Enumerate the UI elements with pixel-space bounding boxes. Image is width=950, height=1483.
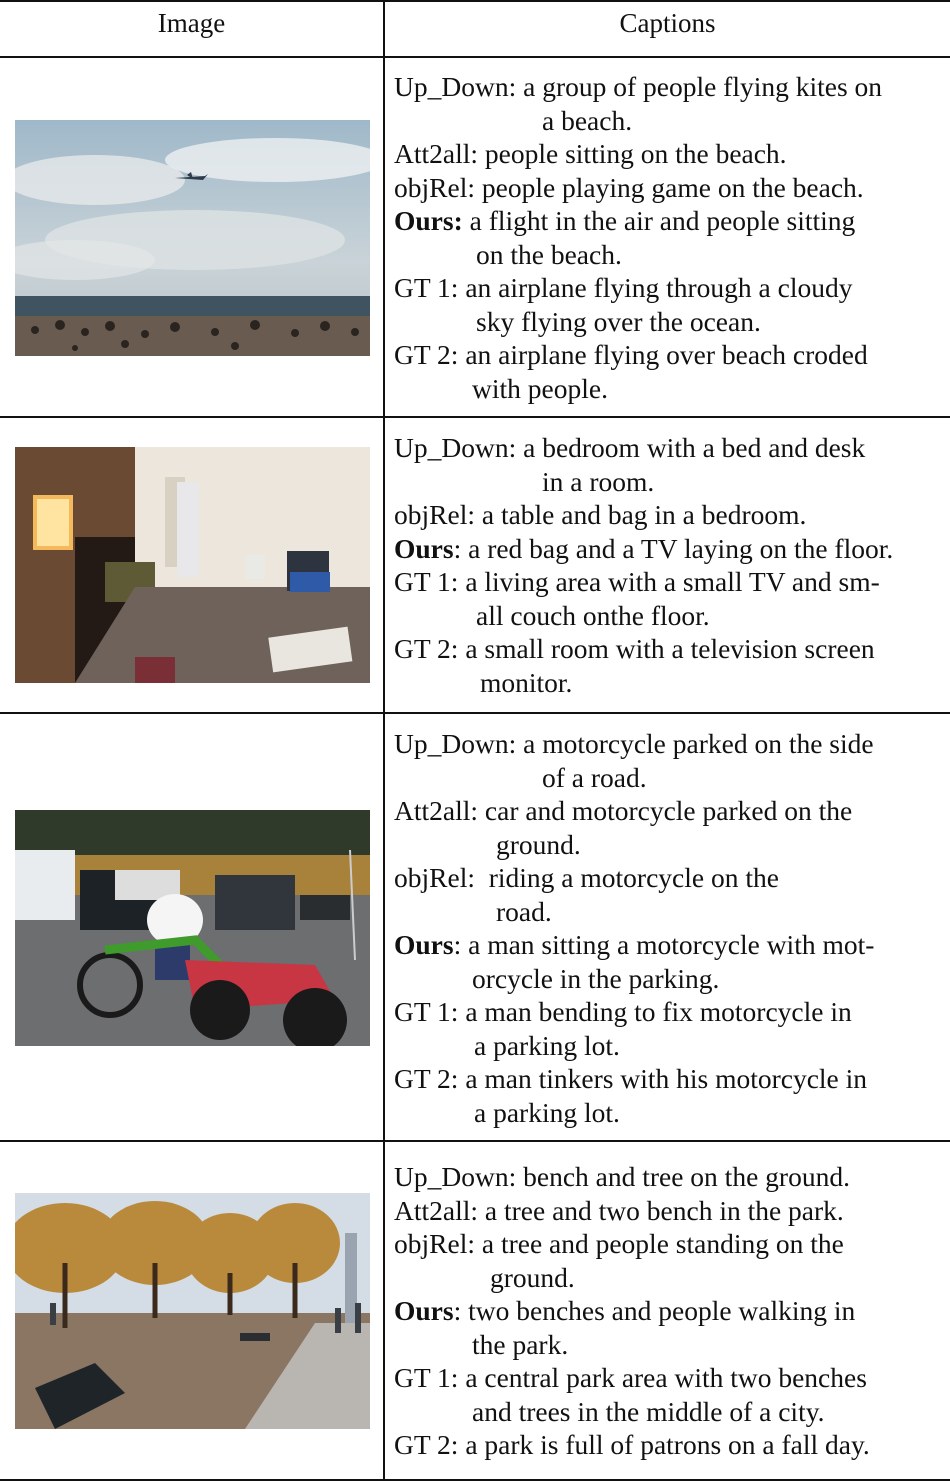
caption-entry bbox=[394, 171, 946, 205]
caption-model-label: Up_Down bbox=[394, 1161, 509, 1192]
caption-model-label: Ours bbox=[394, 532, 454, 564]
caption-entry bbox=[394, 137, 946, 171]
caption-separator: : bbox=[470, 795, 479, 826]
caption-entry bbox=[394, 995, 946, 1062]
caption-text: a central park area with two benches bbox=[458, 1362, 867, 1393]
caption-text: a bedroom with a bed and desk bbox=[516, 432, 866, 463]
caption-text-continuation: a parking lot. bbox=[474, 1029, 620, 1061]
caption-text: a red bag and a TV laying on the floor. bbox=[461, 532, 894, 564]
caption-entry bbox=[394, 1294, 946, 1361]
caption-model-label: Up_Down bbox=[394, 71, 509, 102]
caption-model-label: GT 2 bbox=[394, 339, 451, 370]
caption-separator: : bbox=[467, 862, 475, 893]
caption-model-label: objRel bbox=[394, 171, 468, 203]
caption-entry bbox=[394, 271, 946, 338]
caption-text-continuation: in a room. bbox=[542, 465, 655, 497]
caption-entry bbox=[394, 794, 946, 861]
caption-model-label: GT 1 bbox=[394, 996, 451, 1027]
caption-model-label: Up_Down bbox=[394, 432, 509, 463]
caption-text: a man tinkers with his motorcycle in bbox=[458, 1063, 868, 1094]
caption-text-continuation: ground. bbox=[496, 828, 581, 860]
caption-entry bbox=[394, 1194, 946, 1228]
caption-entry bbox=[394, 338, 946, 405]
caption-text-continuation: with people. bbox=[472, 372, 608, 404]
caption-model-label: Att2all bbox=[394, 795, 471, 826]
caption-model-label: Ours: bbox=[394, 205, 463, 236]
caption-model-label: objRel bbox=[394, 1228, 468, 1259]
caption-separator: : bbox=[450, 272, 459, 303]
caption-separator: : bbox=[450, 1362, 459, 1393]
caption-model-label: GT 2 bbox=[394, 633, 451, 664]
caption-model-label: Up_Down bbox=[394, 728, 509, 759]
caption-entry bbox=[394, 727, 946, 794]
caption-entry bbox=[394, 1428, 946, 1462]
caption-text-continuation: on the beach. bbox=[476, 238, 622, 270]
caption-separator: : bbox=[450, 633, 459, 664]
photo-bedroom bbox=[15, 447, 370, 683]
caption-separator: : bbox=[508, 1161, 517, 1192]
caption-separator: : bbox=[467, 499, 475, 530]
photo-beach-airplane bbox=[15, 120, 370, 356]
caption-text: car and motorcycle parked on the bbox=[478, 795, 853, 826]
caption-text: people sitting on the beach. bbox=[478, 138, 787, 169]
caption-entry bbox=[394, 861, 946, 928]
caption-text-continuation: a parking lot. bbox=[474, 1096, 620, 1128]
caption-text-continuation: road. bbox=[496, 895, 552, 927]
caption-model-label: Ours bbox=[394, 1295, 454, 1326]
caption-entry bbox=[394, 1361, 946, 1428]
photo-motorcycles-parking bbox=[15, 810, 370, 1046]
caption-text-continuation: of a road. bbox=[542, 761, 647, 793]
caption-entry bbox=[394, 1227, 946, 1294]
caption-text: people playing game on the beach. bbox=[474, 171, 864, 203]
caption-text: a park is full of patrons on a fall day. bbox=[458, 1429, 870, 1460]
caption-model-label: GT 1 bbox=[394, 566, 451, 597]
caption-text: a man sitting a motorcycle with mot- bbox=[461, 929, 875, 960]
header-captions: Captions bbox=[619, 8, 716, 38]
caption-model-label: GT 2 bbox=[394, 1429, 451, 1460]
caption-entry bbox=[394, 204, 946, 271]
caption-text-continuation: and trees in the middle of a city. bbox=[472, 1395, 825, 1427]
caption-entry bbox=[394, 532, 946, 566]
caption-block-row-2 bbox=[394, 431, 946, 699]
caption-separator: : bbox=[450, 996, 459, 1027]
caption-separator: : bbox=[467, 171, 475, 203]
caption-text: a tree and two bench in the park. bbox=[478, 1194, 844, 1226]
caption-text: a tree and people standing on the bbox=[474, 1228, 844, 1259]
caption-block-row-4 bbox=[394, 1160, 946, 1462]
caption-separator: : bbox=[453, 929, 462, 960]
caption-text-continuation: monitor. bbox=[480, 666, 573, 698]
caption-text-continuation: sky flying over the ocean. bbox=[476, 305, 761, 337]
caption-text: bench and tree on the ground. bbox=[516, 1161, 850, 1192]
row-divider-1 bbox=[0, 416, 950, 418]
column-divider bbox=[383, 0, 385, 1481]
caption-separator: : bbox=[450, 339, 459, 370]
caption-entry bbox=[394, 70, 946, 137]
caption-entry bbox=[394, 928, 946, 995]
caption-text: riding a motorcycle on the bbox=[474, 862, 779, 893]
caption-text: two benches and people walking in bbox=[461, 1295, 856, 1326]
caption-entry bbox=[394, 1062, 946, 1129]
caption-text: a flight in the air and people sitting bbox=[462, 205, 856, 236]
caption-separator: : bbox=[450, 1063, 459, 1094]
caption-separator: : bbox=[470, 1194, 479, 1226]
caption-entry bbox=[394, 632, 946, 699]
caption-separator: : bbox=[508, 71, 517, 102]
caption-separator: : bbox=[508, 728, 517, 759]
caption-separator: : bbox=[453, 532, 462, 564]
caption-text-continuation: ground. bbox=[490, 1261, 575, 1293]
header-image: Image bbox=[157, 8, 226, 38]
caption-entry bbox=[394, 1160, 946, 1194]
caption-text: a table and bag in a bedroom. bbox=[474, 499, 807, 530]
caption-text-continuation: the park. bbox=[472, 1328, 569, 1360]
caption-entry bbox=[394, 431, 946, 498]
caption-model-label: Att2all bbox=[394, 1194, 471, 1226]
caption-text-continuation: a beach. bbox=[542, 104, 633, 136]
caption-model-label: Ours bbox=[394, 929, 454, 960]
caption-separator: : bbox=[470, 138, 479, 169]
row-divider-3 bbox=[0, 1140, 950, 1142]
row-divider-2 bbox=[0, 712, 950, 714]
caption-text-continuation: orcycle in the parking. bbox=[472, 962, 720, 994]
caption-entry bbox=[394, 498, 946, 532]
caption-model-label: objRel bbox=[394, 499, 468, 530]
caption-block-row-3 bbox=[394, 727, 946, 1129]
caption-model-label: Att2all bbox=[394, 138, 471, 169]
caption-separator: : bbox=[453, 1295, 462, 1326]
caption-separator: : bbox=[508, 432, 517, 463]
caption-entry bbox=[394, 565, 946, 632]
caption-text: a living area with a small TV and sm- bbox=[458, 566, 880, 597]
caption-text: an airplane flying through a cloudy bbox=[458, 272, 853, 303]
caption-text: a motorcycle parked on the side bbox=[516, 728, 874, 759]
table-bottom-rule bbox=[0, 1479, 950, 1481]
caption-model-label: GT 2 bbox=[394, 1063, 451, 1094]
caption-model-label: objRel bbox=[394, 862, 468, 893]
caption-text: a man bending to fix motorcycle in bbox=[458, 996, 852, 1027]
header-rule bbox=[0, 56, 950, 58]
caption-model-label: GT 1 bbox=[394, 272, 451, 303]
caption-text: an airplane flying over beach croded bbox=[458, 339, 868, 370]
caption-text-continuation: all couch onthe floor. bbox=[476, 599, 710, 631]
caption-block-row-1 bbox=[394, 70, 946, 405]
caption-separator: : bbox=[467, 1228, 475, 1259]
photo-autumn-park bbox=[15, 1193, 370, 1429]
caption-text: a small room with a television screen bbox=[458, 633, 875, 664]
caption-model-label: GT 1 bbox=[394, 1362, 451, 1393]
caption-separator: : bbox=[450, 1429, 459, 1460]
table-top-rule bbox=[0, 0, 950, 2]
caption-text: a group of people flying kites on bbox=[516, 71, 883, 102]
caption-separator: : bbox=[450, 566, 459, 597]
